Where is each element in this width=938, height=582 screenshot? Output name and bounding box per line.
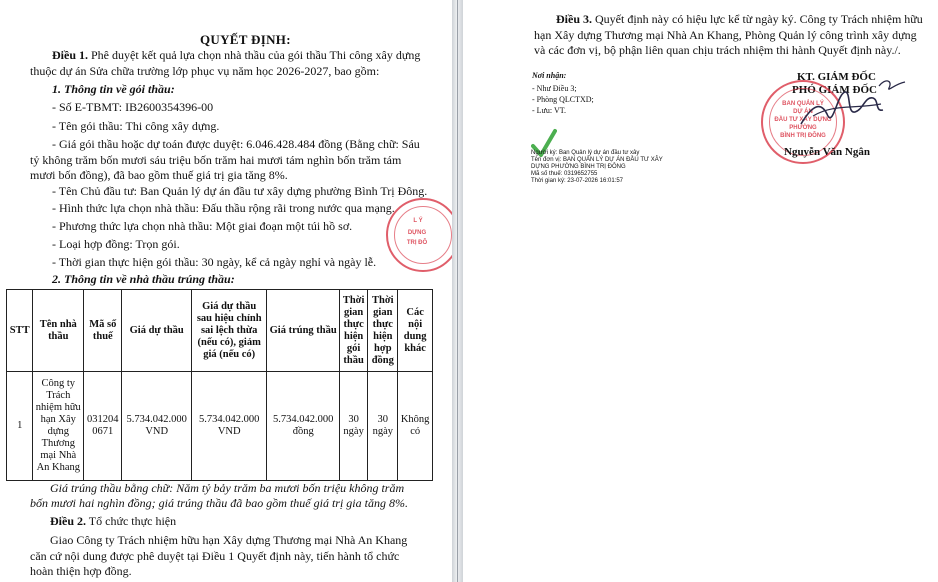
article-1-text: Phê duyệt kết quả lựa chọn nhà thầu của gói thầu Thi công xây dựng [91,48,421,62]
table-cell: Không có [398,372,433,481]
table-row [7,372,433,481]
table-header: Mã số thuế [84,290,122,372]
table-cell: 30 ngày [339,372,367,481]
table-header-row [7,290,433,372]
table-cell: 30 ngày [368,372,398,481]
article-2-line-1: Giao Công ty Trách nhiệm hữu hạn Xây dựng Thương mại Nhà An Khang [50,533,408,547]
article-2-line-3: hoàn thiện hợp đồng. [30,564,132,578]
table-header: Các nội dung khác [398,290,433,372]
investor: - Tên Chủ đầu tư: Ban Quản lý dự án đầu tư xây dựng phường Bình Trị Đông. [52,184,428,198]
article-2-line-2: căn cứ nội dung được phê duyệt tại Điều 1 Quyết định này, tiến hành tổ chức [30,549,400,563]
article-1-line-1 [52,48,420,63]
table-cell: 5.734.042.000 VND [191,372,266,481]
signature-info-line: Thời gian ký: 23-07-2026 16:01:57 [531,178,623,184]
article-2-label: Điều 2. [50,514,86,528]
tbmt-number: - Số E-TBMT: IB2600354396-00 [52,100,214,114]
recipient-item: - Lưu: VT. [532,106,567,115]
article-1-line-2: thuộc dự án Sửa chữa trường lớp phục vụ năm học 2026-2027, bao gồm: [30,64,380,78]
duration: - Thời gian thực hiện gói thầu: 30 ngày, kể cả ngày nghỉ và ngày lễ. [52,255,377,269]
table-header: Thời gian thực hiện gói thầu [339,290,367,372]
table-header: Giá trúng thầu [267,290,340,372]
signer-title-2: PHÓ GIÁM ĐỐC [792,84,877,96]
article-3-line-1 [556,12,923,27]
table-header: Giá dự thầu sau hiệu chỉnh sai lệch thừa (nếu có), giảm giá (nếu có) [191,290,266,372]
table-header: Tên nhà thầu [33,290,84,372]
decision-page-right [463,0,938,582]
decision-heading: QUYẾT ĐỊNH: [200,32,291,47]
table-cell: 5.734.042.000 đồng [267,372,340,481]
table-header: STT [7,290,33,372]
digital-signature-info [531,150,711,185]
stamp-text: BAN QUẢN LÝ [782,101,824,107]
signer-title-1: KT. GIÁM ĐỐC [797,71,876,83]
page-gutter [452,0,463,582]
stamp-text: BÌNH TRỊ ĐÔNG [780,133,826,139]
article-3-line-3: và các đơn vị, bộ phận liên quan chịu trách nhiệm thi hành Quyết định này./. [534,43,901,57]
winning-bidder-table [6,289,433,481]
stamp-text: DỰ ÁN [793,109,813,115]
decision-page-left [0,0,452,582]
signature-info-line: DỰNG PHƯỜNG BÌNH TRỊ ĐÔNG [531,164,626,170]
table-header: Thời gian thực hiện hợp đồng [368,290,398,372]
signature-info-line: Tên đơn vị: BAN QUẢN LÝ DỰ ÁN ĐẦU TƯ XÂY [531,157,663,163]
award-in-words-line-2: bốn mươi hai nghìn đồng; giá trúng thầu đã bao gồm thuế giá trị gia tăng 8%. [30,496,408,510]
recipient-item: - Như Điều 3; [532,84,577,93]
table-header: Giá dự thầu [122,290,192,372]
signer-name: Nguyễn Văn Ngân [784,146,870,158]
estimate-line-1: - Giá gói thầu hoặc dự toán được duyệt: 6.046.428.484 đồng (Bằng chữ: Sáu [52,137,420,151]
signature-info-line: Người ký: Ban Quản lý dự án đầu tư xây [531,150,640,156]
official-stamp-partial: L Ý DỰNG TRỊ ĐÔ [386,198,452,272]
handwritten-signature [793,74,913,144]
table-cell: Công ty Trách nhiệm hữu hạn Xây dựng Thương mại Nhà An Khang [33,372,84,481]
stamp-text: ĐẦU TƯ XÂY DỰNG [774,117,832,123]
estimate-line-2: tỷ không trăm bốn mươi sáu triệu bốn trăm hai mươi tám nghìn bốn trăm tám [30,153,402,167]
article-2-heading [50,514,176,529]
section-1-title: 1. Thông tin về gói thầu: [52,82,175,96]
contract-type: - Loại hợp đồng: Trọn gói. [52,237,180,251]
stamp-text: PHƯỜNG [789,125,817,131]
table-cell: 5.734.042.000 VND [122,372,192,481]
award-in-words-line-1: Giá trúng thầu bằng chữ: Năm tỷ bảy trăm ba mươi bốn triệu không trăm [50,481,405,495]
estimate-line-3: mươi bốn đồng), đã bao gồm thuế giá trị gia tăng 8%. [30,168,288,182]
recipients-title: Nơi nhận: [532,71,567,80]
selection-method: - Phương thức lựa chọn nhà thầu: Một giai đoạn một túi hồ sơ. [52,219,353,233]
article-3-label: Điều 3. [556,12,592,26]
table-cell: 1 [7,372,33,481]
package-name: - Tên gói thầu: Thi công xây dựng. [52,119,220,133]
article-3-line-2: hạn Xây dựng Thương mại Nhà An Khang, Phòng Quản lý công trình xây dựng [534,28,917,42]
signature-info-line: Mã số thuế: 0319652755 [531,171,598,177]
article-1-label: Điều 1. [52,48,88,62]
table-cell: 0312040671 [84,372,122,481]
section-2-title: 2. Thông tin về nhà thầu trúng thầu: [52,272,235,286]
recipient-item: - Phòng QLCTXD; [532,95,594,104]
article-3-text: Quyết định này có hiệu lực kể từ ngày ký. Công ty Trách nhiệm hữu [595,12,923,26]
article-2-title: Tổ chức thực hiện [88,514,177,528]
selection-form: - Hình thức lựa chọn nhà thầu: Đấu thầu rộng rãi trong nước qua mạng. [52,201,395,215]
